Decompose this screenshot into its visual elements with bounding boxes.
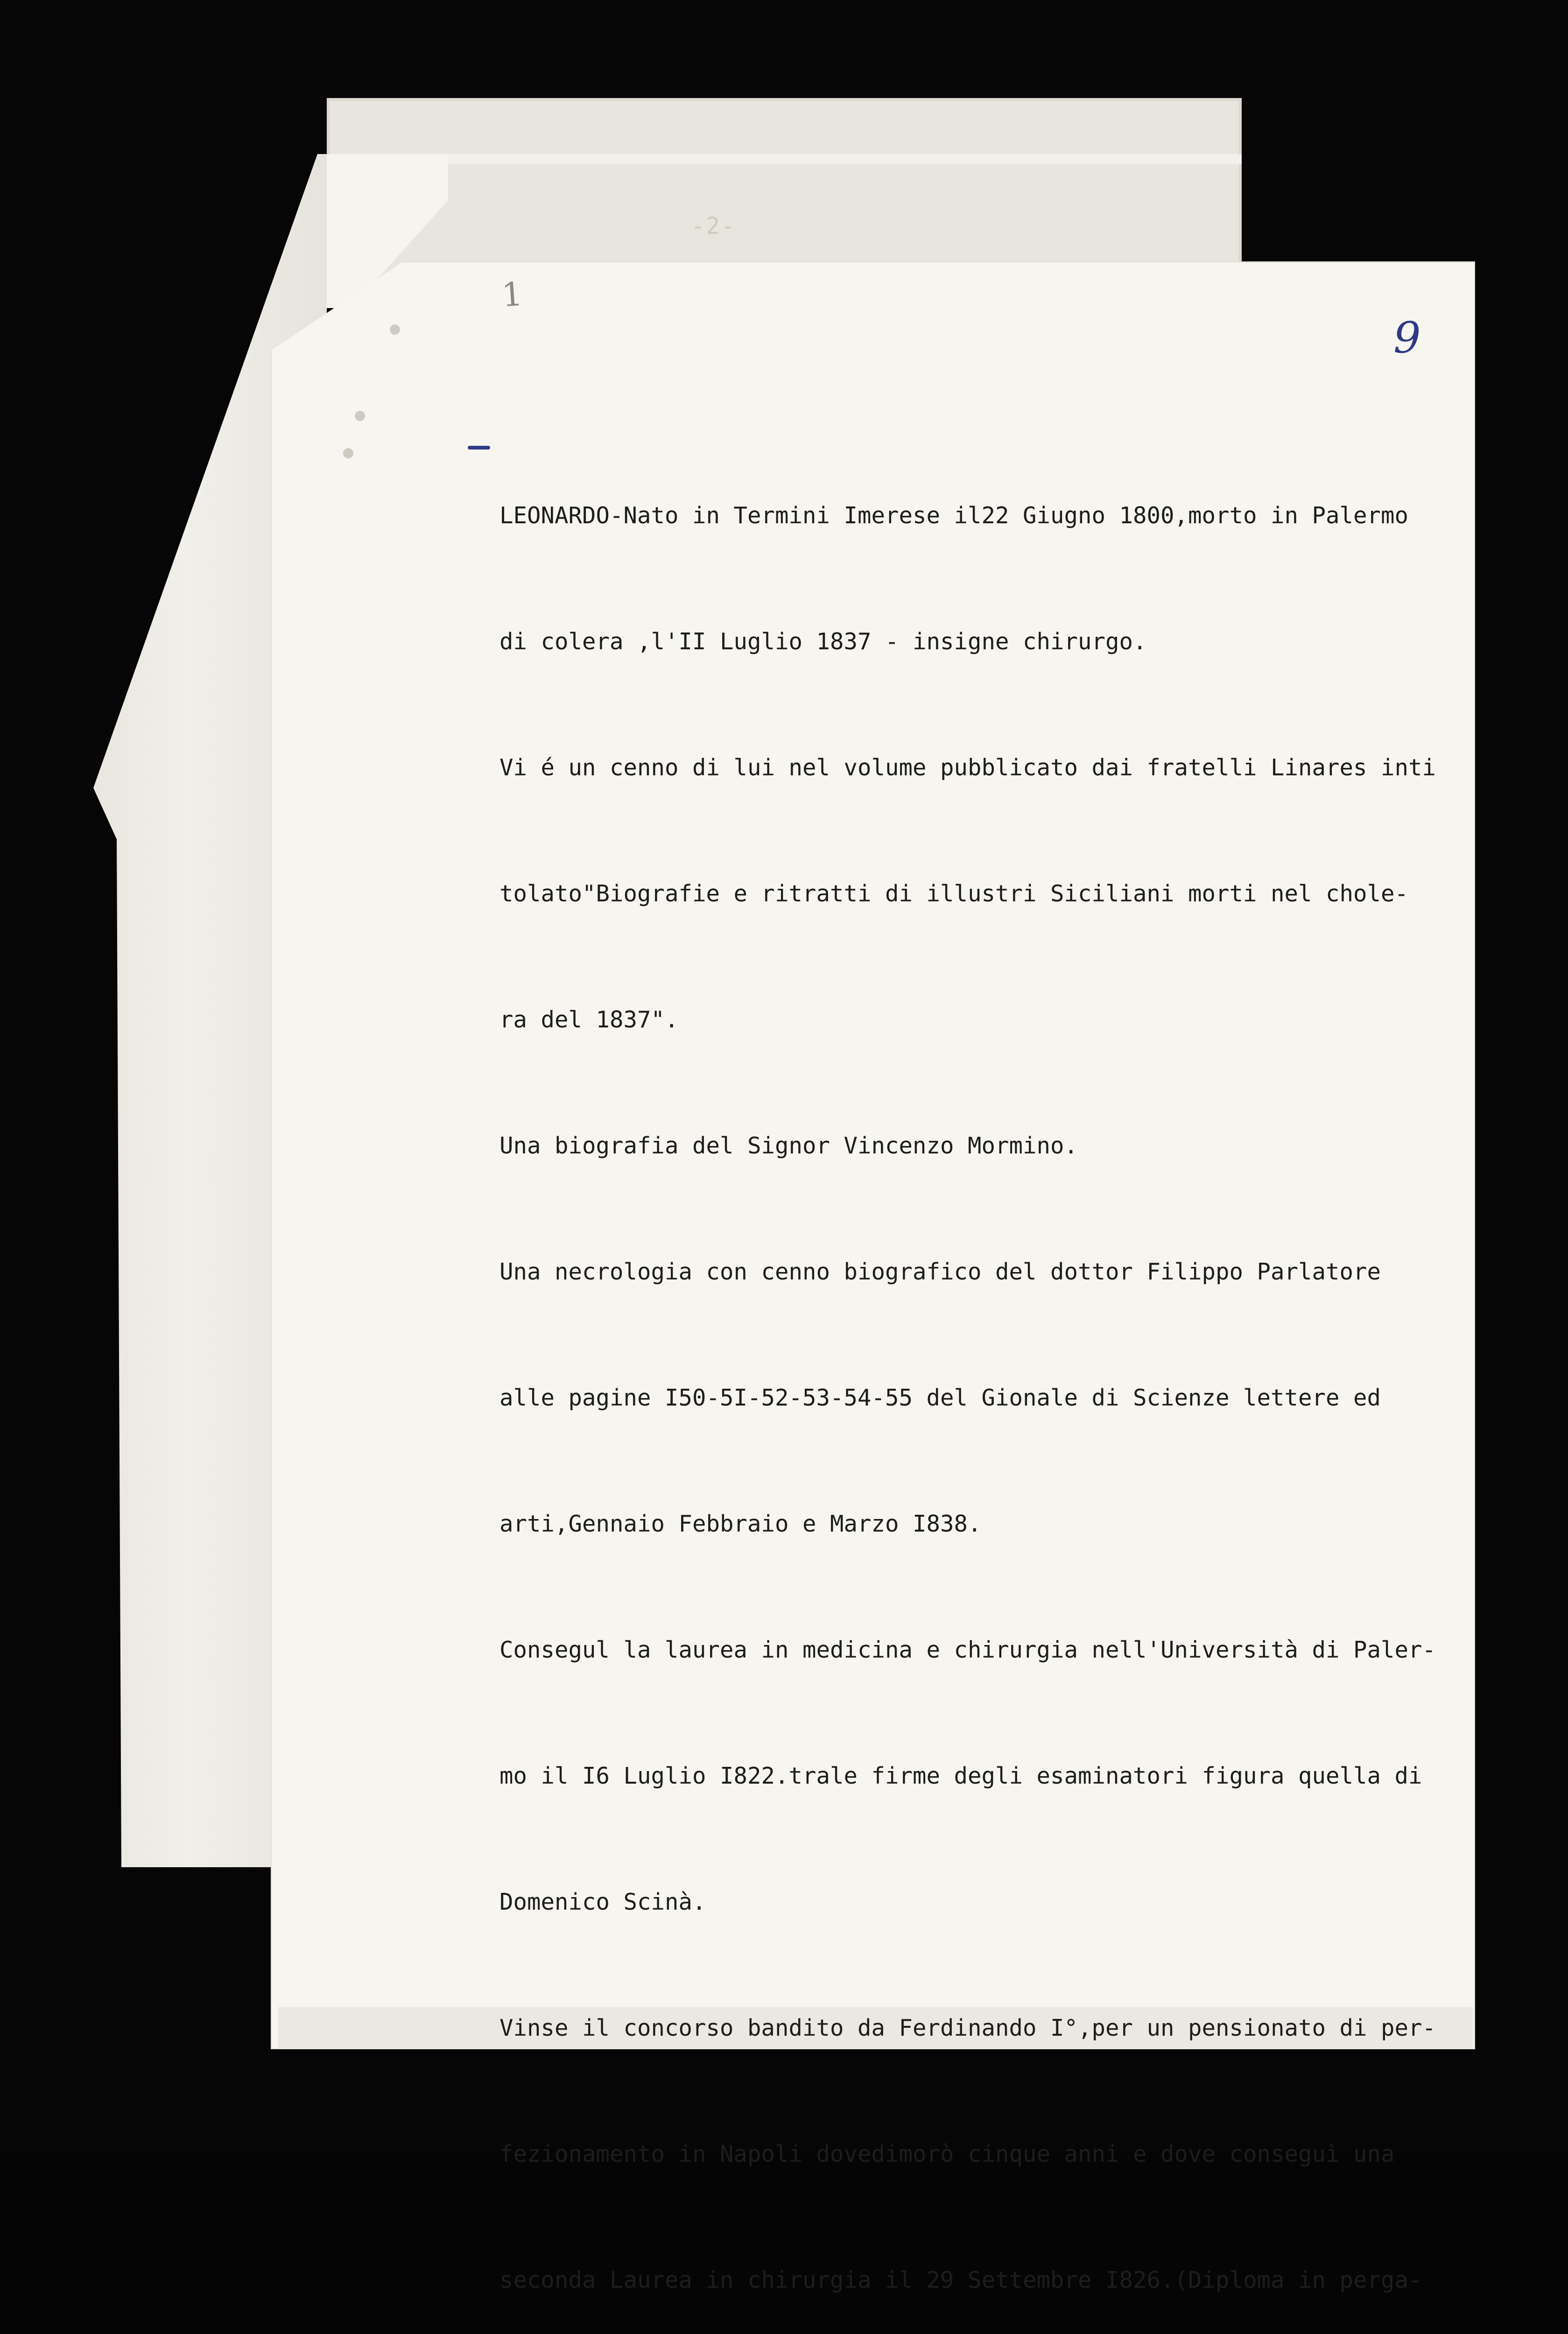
text-line: Una necrologia con cenno biografico del dottor Filippo Parlatore (499, 1258, 1381, 1285)
text-line: Consegul la laurea in medicina e chirurgia nell'Università di Paler- (499, 1637, 1436, 1663)
text-line: Vinse il concorso bandito da Ferdinando I°,per un pensionato di per- (499, 2015, 1436, 2041)
text-line: alle pagine I50-5I-52-53-54-55 del Gionale di Scienze lettere ed (499, 1385, 1381, 1411)
text-line: mo il I6 Luglio I822.trale firme degli esaminatori figura quella di (499, 1763, 1422, 1789)
back-sheet-edge (355, 154, 1242, 164)
punch-hole (390, 324, 400, 335)
punch-hole (355, 411, 365, 421)
text-line: Vi é un cenno di lui nel volume pubblicato dai fratelli Linares inti (499, 754, 1436, 781)
text-line: tolato"Biografie e ritratti di illustri Siciliani morti nel chole- (499, 880, 1409, 907)
text-line: seconda Laurea in chirurgia il 29 Settembre I826.(Diploma in perga- (499, 2267, 1422, 2293)
punch-hole (343, 448, 353, 458)
text-line: ra del 1837". (499, 1006, 679, 1033)
typed-text (499, 411, 1461, 2334)
text-line: LEONARDO-Nato in Termini Imerese il22 Giugno 1800,morto in Palermo (499, 502, 1409, 529)
ghost-page-number: -2- (691, 212, 736, 239)
page-number: 9 (1393, 313, 1421, 363)
pencil-mark: 1 (500, 274, 524, 315)
text-line: arti,Gennaio Febbraio e Marzo I838. (499, 1511, 982, 1537)
text-line: di colera ,l'II Luglio 1837 - insigne chirurgo. (499, 628, 1147, 655)
text-line: Una biografia del Signor Vincenzo Mormino. (499, 1132, 1078, 1159)
blue-pen-dash (468, 446, 490, 450)
text-line: Domenico Scinà. (499, 1889, 706, 1915)
text-line: fezionamento in Napoli dovedimorò cinque anni e dove conseguì una (499, 2141, 1395, 2167)
